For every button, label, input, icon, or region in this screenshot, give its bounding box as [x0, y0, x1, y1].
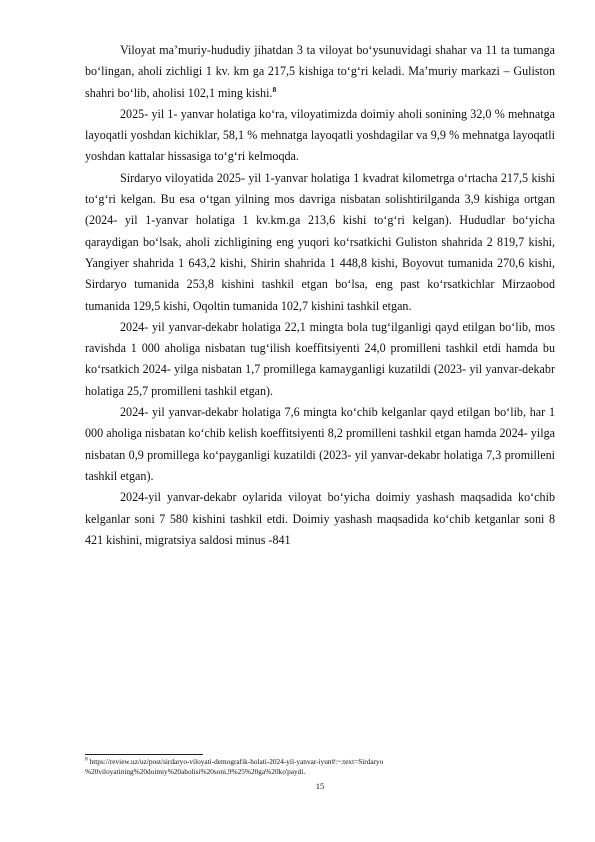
paragraph-migration: 2024-yil yanvar-dekabr oylarida viloyat bo‘yicha doimiy yashash maqsadida ko‘chib kelganlar soni 7 580 kishini tashkil etdi. Doimiy yashash maqsadida ko‘chib ketganlar soni 8 421 kishini, migratsiya saldosi minus -841: [85, 490, 555, 547]
paragraph-text: Viloyat ma’muriy-hududiy jihatdan 3 ta viloyat bo‘ysunuvidagi shahar va 11 ta tumanga bo‘lingan, aholi zichligi 1 kv. km ga 217,5 kishiga to‘g‘ri keladi. Ma’muriy markazi – Guliston shahri bo‘lib, aholisi 102,1 ming kishi.: [85, 43, 555, 100]
footnote: [85, 757, 555, 777]
footnote-separator: [85, 754, 203, 755]
footnote-mark: 8: [85, 756, 88, 763]
paragraph-immigration: 2024- yil yanvar-dekabr holatiga 7,6 mingta ko‘chib kelganlar qayd etilgan bo‘lib, har 1 000 aholiga nisbatan ko‘chib kelish koeffitsiyenti 8,2 promilleni tashkil etgan hamda 2024- yilga nisbatan 0,9 promillega ko‘payganligi kuzatildi (2023- yil yanvar-dekabr holatiga 7,3 promilleni tashkil etgan).: [85, 405, 555, 483]
footnote-reference[interactable]: 8: [272, 84, 277, 94]
body-text: [85, 40, 555, 551]
paragraph-population-density: Sirdaryo viloyatida 2025- yil 1-yanvar holatiga 1 kvadrat kilometrga o‘rtacha 217,5 kishi to‘g‘ri kelgan. Bu esa o‘tgan yilning mos davriga nisbatan solishtirilganda 3,9 kishiga ortgan (2024- yil 1-yanvar holatiga 1 kv.km.ga 213,6 kishi to‘g‘ri kelgan). Hududlar bo‘yicha qaraydigan bo‘lsak, aholi zichligining eng yuqori ko‘rsatkichi Guliston shahrida 2 819,7 kishi, Yangiyer shahrida 1 643,2 kishi, Shirin shahrida 1 448,8 kishi, Boyovut tumanida 270,6 kishi, Sirdaryo tumanida 253,8 kishini tashkil etgan bo‘lsa, eng past ko‘rsatkichlar Mirzaobod tumanida 129,5 kishi, Oqoltin tumanida 102,7 kishini tashkil etgan.: [85, 170, 555, 313]
footnote-link[interactable]: https://review.uz/uz/post/sirdaryo-viloyati-demografik-holati-2024-yil-yanvar-iyun#:~:text=Sirdaryo %20viloyatining%20doimiy%20aholisi%20soni,9%25%20ga%20ko'paydi.: [85, 757, 384, 776]
paragraph-age-structure: 2025- yil 1- yanvar holatiga ko‘ra, viloyatimizda doimiy aholi sonining 32,0 % mehnatga layoqatli yoshdan kichiklar, 58,1 % mehnatga layoqatli yoshdagilar va 9,9 % mehnatga layoqatli yoshdan kattalar hissasiga to‘g‘ri kelmoqda.: [85, 106, 555, 164]
paragraph-admin-division: [85, 40, 555, 104]
page-number: 15: [315, 781, 325, 791]
paragraph-birth-rate: 2024- yil yanvar-dekabr holatiga 22,1 mingta bola tug‘ilganligi qayd etilgan bo‘lib, mos ravishda 1 000 aholiga nisbatan tug‘ilish koeffitsiyenti 24,0 promilleni tashkil etdi hamda bu ko‘rsatkich 2024- yilga nisbatan 1,7 promillega kamayganligi kuzatildi (2023- yil yanvar-dekabr holatiga 25,7 promilleni tashkil etgan).: [85, 319, 555, 398]
